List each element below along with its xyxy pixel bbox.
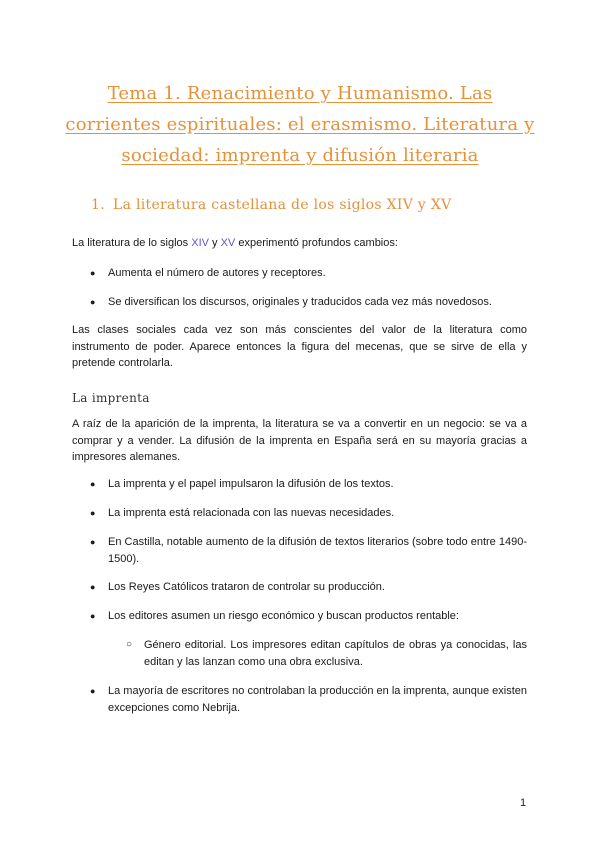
bullet-icon: ● bbox=[90, 686, 96, 696]
list-item: ● Se diversifican los discursos, originales y traducidos cada vez más novedosos. bbox=[108, 294, 527, 311]
list-item: ● Los editores asumen un riesgo económico y buscan productos rentable: bbox=[108, 608, 527, 625]
bullet-icon: ● bbox=[90, 508, 96, 518]
century-xv: XV bbox=[220, 237, 236, 249]
page-title: Tema 1. Renacimiento y Humanismo. Las corrientes espirituales: el erasmismo. Literatura y sociedad: imprenta y difusión literaria bbox=[65, 83, 535, 166]
bullet-icon: ● bbox=[90, 479, 96, 489]
bullet-icon: ● bbox=[90, 268, 96, 278]
list-item: ● Aumenta el número de autores y receptores. bbox=[108, 265, 527, 282]
century-xiv: XIV bbox=[191, 237, 209, 249]
hollow-bullet-icon: ○ bbox=[126, 639, 133, 650]
section-1-heading bbox=[91, 197, 452, 213]
bullet-icon: ● bbox=[90, 537, 96, 547]
bullet-icon: ● bbox=[90, 582, 96, 592]
sub-list-item: ○ Género editorial. Los impresores editan capítulos de obras ya conocidas, las editan y las lanzan como una obra exclusiva. bbox=[126, 639, 527, 668]
list-item: ● La imprenta está relacionada con las nuevas necesidades. bbox=[108, 505, 527, 522]
list-item: ● La imprenta y el papel impulsaron la difusión de los textos. bbox=[108, 476, 527, 493]
paragraph-mecenas: Las clases sociales cada vez son más conscientes del valor de la literatura como instrumento de poder. Aparece entonces la figura del mecenas, que se sirve de ella y pretende controlarla. bbox=[72, 324, 527, 369]
list-item: ● Los Reyes Católicos trataron de controlar su producción. bbox=[108, 579, 527, 596]
section-2-heading: La imprenta bbox=[72, 391, 150, 405]
list-item: ● En Castilla, notable aumento de la difusión de textos literarios (sobre todo entre 1490-1500). bbox=[90, 536, 527, 565]
section-heading-text: La literatura castellana de los siglos XIV y XV bbox=[112, 197, 452, 213]
intro-paragraph: La literatura de lo siglos XIV y XV experimentó profundos cambios: bbox=[72, 237, 398, 249]
bullet-icon: ● bbox=[90, 611, 96, 621]
page-number: 1 bbox=[520, 797, 527, 809]
list-item: ● La mayoría de escritores no controlaban la producción en la imprenta, aunque existen excepciones como Nebrija. bbox=[90, 685, 527, 714]
paragraph-imprenta: A raíz de la aparición de la imprenta, la literatura se va a convertir en un negocio: se va a comprar y a vender. La difusión de la imprenta en España será en su mayoría gracias a impresores alemanes. bbox=[72, 418, 527, 463]
bullet-icon: ● bbox=[90, 297, 96, 307]
section-number: 1. bbox=[91, 197, 105, 213]
